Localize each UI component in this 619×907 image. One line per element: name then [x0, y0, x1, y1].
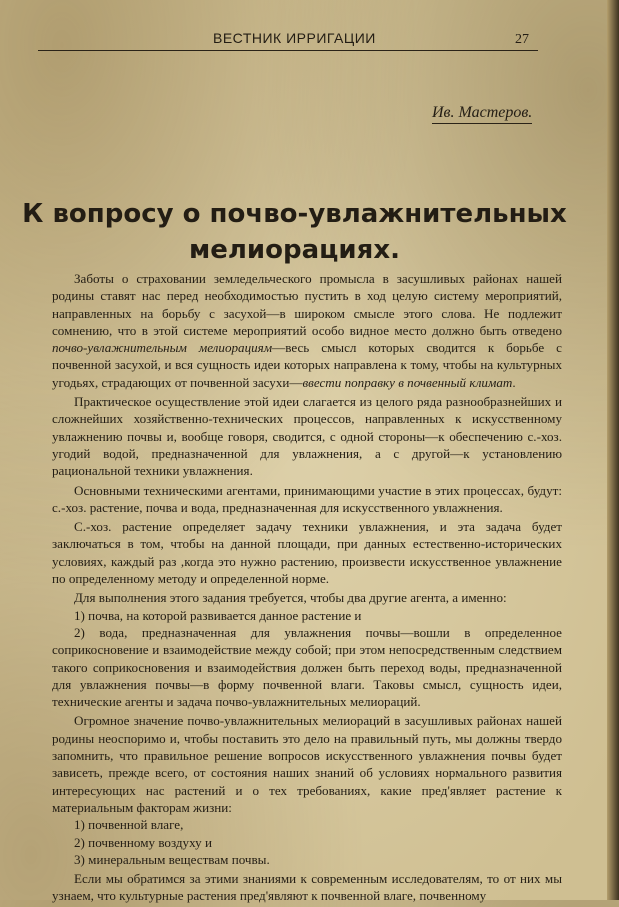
paragraph-5: Для выполнения этого задания требуется, чтобы два другие агента, а именно:: [74, 590, 507, 606]
journal-title: ВЕСТНИК ИРРИГАЦИИ: [213, 30, 376, 46]
list-item-soil-air: 2) почвенному воздуху и: [74, 834, 212, 850]
article-author: Ив. Мастеров.: [432, 104, 532, 124]
article-title: [0, 196, 589, 268]
list-item-minerals: 3) минеральным веществам почвы.: [74, 851, 270, 867]
article-title-line-2: мелиорациях.: [189, 235, 400, 265]
page-edge-shadow: [607, 0, 619, 900]
running-header: [38, 28, 538, 51]
article-body: [52, 270, 562, 907]
paragraph-1-emphasis-2: ввести поправку в почвенный климат: [302, 374, 513, 390]
paragraph-6: 2) вода, предназначенная для увлажнения почвы—вошли в определенное соприкосновение и взаимодействие между собой; при этом непосредственным следствием такого соприкосновения и взаимодействия должен быть переход воды, предназначенной для увлажнения почвы—в форму почвенной влаги. Таковы смысл, сущность идеи, технические агенты и задача почво-увлажнительных мелиораций.: [52, 624, 562, 710]
page-number: 27: [515, 32, 529, 47]
paragraph-1-text-b: —весь смысл которых сводится к борьбе с почвенной засухой, и вся сущность идеи которых направлена к тому, чтобы на культурных угодьях, страдающих от почвенной засухи—: [52, 340, 562, 390]
paragraph-1: [52, 270, 562, 391]
paragraph-1-emphasis-1: почво-увлажнительным мелиорациям: [52, 340, 273, 356]
paragraph-1-text-c: .: [512, 374, 516, 390]
paragraph-7: Огромное значение почво-увлажнительных мелиораций в засушливых районах нашей родины неоспоримо и, чтобы поставить это дело на правильный путь, мы должны твердо запомнить, что правильное решение вопросов искусственного увлажнения почвы будет зависеть, прежде всего, от состояния наших знаний об условиях нормального развития интересующих нас растений и о тех требованиях, какие пред'являет растение к материальным факторам жизни:: [52, 713, 562, 815]
paragraph-8: Если мы обратимся за этими знаниями к современным исследователям, то от них мы узнаем, что культурные растения пред'являют к почвенной влаге, почвенному: [52, 871, 562, 904]
list-item-soil: 1) почва, на которой развивается данное растение и: [74, 607, 362, 623]
paragraph-1-text-a: Заботы о страховании земледельческого промысла в засушливых районах нашей родины ставят нас перед необходимостью пустить в ход целую систему мероприятий, направленных на борьбу с засухой—в широком смысле этого слова. Не подлежит сомнению, что в этой системе мероприятий особо видное место должно быть отведено: [52, 271, 562, 338]
paragraph-3: Основными техническими агентами, принимающими участие в этих процессах, будут: с.-хоз. растение, почва и вода, предназначенная для искусственного увлажнения.: [52, 482, 562, 515]
paragraph-4: С.-хоз. растение определяет задачу техники увлажнения, и эта задача будет заключаться в том, чтобы на данной площади, при данных естественно-исторических условиях, каждый раз ,когда это нужно растению, произвести искусственное увлажнение по определенному методу и определенной норме.: [52, 519, 562, 587]
paragraph-2: Практическое осуществление этой идеи слагается из целого ряда разнообразнейших и сложнейших хозяйственно-технических процессов, направленных к искусственному увлажнению почвы и, вообще говоря, сводится, с одной стороны—к обеспечению с.-хоз. угодий водой, предназначенной для увлажнения, а с другой—к установлению рациональной техники увлажнения.: [52, 394, 562, 479]
list-item-soil-moisture: 1) почвенной влаге,: [74, 817, 184, 833]
article-title-line-1: К вопросу о почво-увлажнительных: [22, 199, 567, 229]
